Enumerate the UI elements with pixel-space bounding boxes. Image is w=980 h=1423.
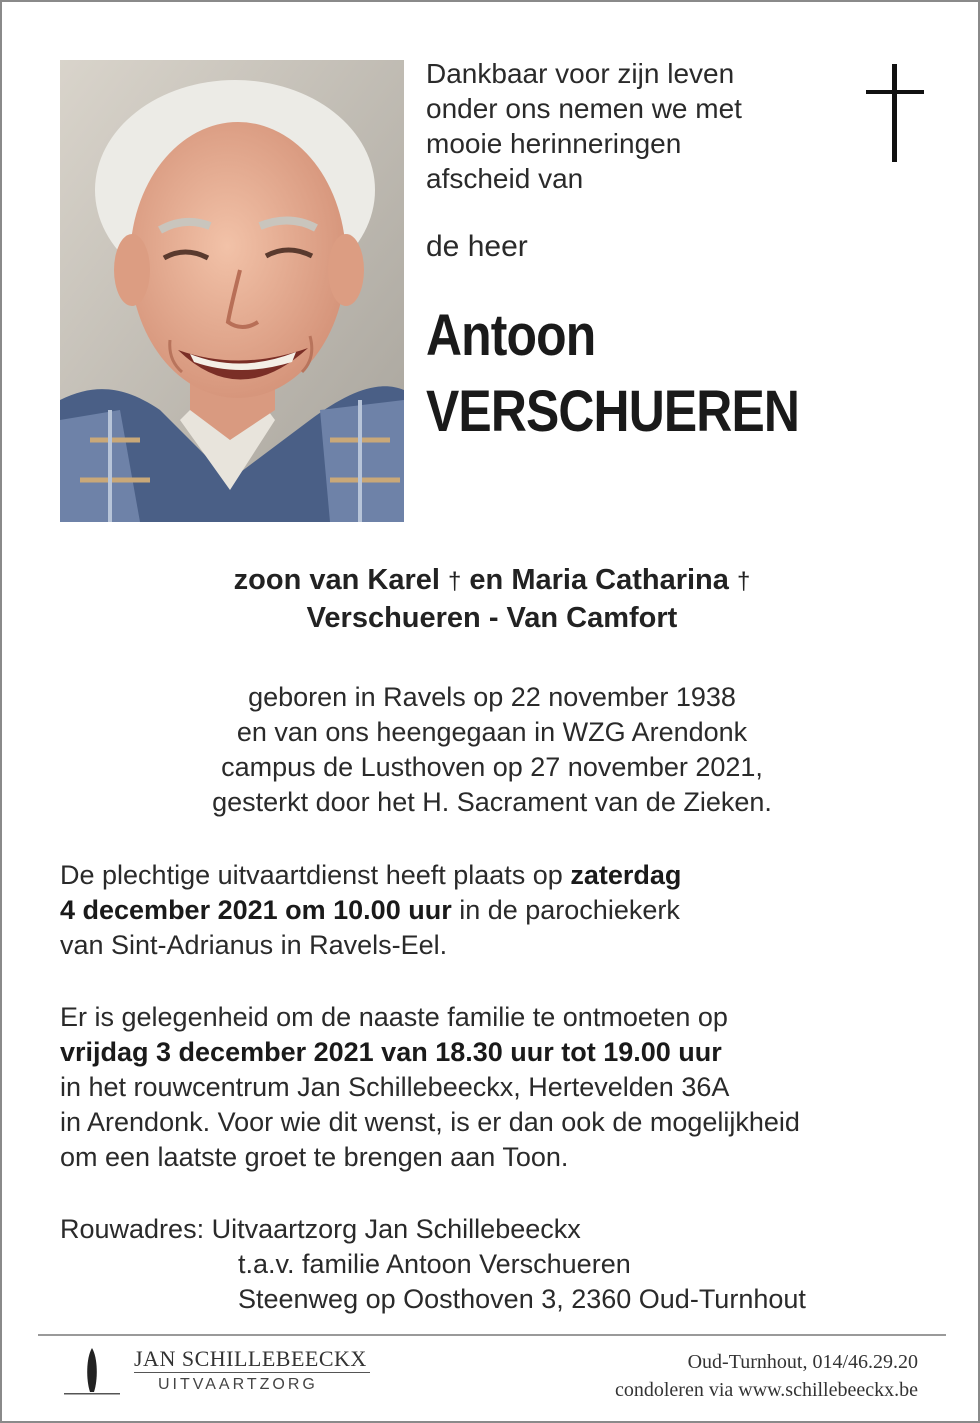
portrait-illustration (60, 60, 404, 522)
intro-line: mooie herinneringen (426, 128, 682, 159)
portrait-photo (60, 60, 404, 522)
parents-line-1 (2, 562, 980, 600)
bio-line: en van ons heengegaan in WZG Arendonk (236, 717, 748, 747)
honorific: de heer (426, 230, 528, 263)
service-text: in de parochiekerk (451, 895, 680, 925)
bio-line: gesterkt door het H. Sacrament van de Zieken. (212, 787, 772, 817)
address-line-2: t.a.v. familie Antoon Verschueren (238, 1249, 631, 1279)
deceased-first-name: Antoon (426, 303, 596, 368)
intro-line: onder ons nemen we met (426, 93, 742, 124)
visitation-line-3: in het rouwcentrum Jan Schillebeeckx, Hertevelden 36A (60, 1072, 730, 1102)
service-line-1 (60, 858, 940, 893)
visitation-datetime: vrijdag 3 december 2021 van 18.30 uur tot 19.00 uur (60, 1037, 722, 1067)
address-line-1: Rouwadres: Uitvaartzorg Jan Schillebeeckx (60, 1214, 581, 1244)
footer-contact (615, 1348, 918, 1404)
address-line-3: Steenweg op Oosthoven 3, 2360 Oud-Turnhout (238, 1284, 806, 1314)
intro-line: Dankbaar voor zijn leven (426, 58, 735, 89)
brand-divider (134, 1372, 370, 1373)
visitation-line-5: om een laatste groet te brengen aan Toon. (60, 1142, 569, 1172)
parents-father: zoon van Karel (233, 564, 440, 596)
parents-line-2: Verschueren - Van Camfort (306, 602, 678, 634)
bio-line: campus de Lusthoven op 27 november 2021, (221, 752, 763, 782)
dagger-icon: † (736, 568, 751, 595)
parents-mother: en Maria Catharina (469, 564, 729, 596)
service-day: zaterdag (570, 860, 682, 890)
funeral-home-name: JAN SCHILLEBEECKX (134, 1346, 367, 1371)
service-line-3: van Sint-Adrianus in Ravels-Eel. (60, 930, 448, 960)
footer-divider (38, 1334, 946, 1336)
contact-website[interactable]: condoleren via www.schillebeeckx.be (614, 1379, 918, 1401)
intro-text (426, 56, 846, 196)
parents-text (2, 562, 980, 637)
visitation-line-1: Er is gelegenheid om de naaste familie te ontmoeten op (60, 1002, 728, 1032)
visitation-line-4: in Arendonk. Voor wie dit wenst, is er dan ook de mogelijkheid (60, 1107, 800, 1137)
bio-text (2, 680, 980, 820)
visitation-paragraph (60, 1000, 940, 1175)
funeral-service-paragraph (60, 858, 940, 963)
dagger-icon: † (448, 568, 462, 595)
mourning-address (60, 1212, 806, 1317)
service-text: De plechtige uitvaartdienst heeft plaats op (60, 860, 571, 890)
service-datetime: 4 december 2021 om 10.00 uur (60, 895, 452, 925)
cypress-tree-icon (62, 1346, 122, 1398)
funeral-home-tagline: UITVAARTZORG (158, 1376, 318, 1393)
bio-line: geboren in Ravels op 22 november 1938 (248, 682, 736, 712)
contact-phone: Oud-Turnhout, 014/46.29.20 (687, 1351, 918, 1373)
visitation-line-2 (60, 1035, 940, 1070)
cross-icon (864, 64, 926, 162)
deceased-last-name: VERSCHUEREN (426, 379, 800, 444)
intro-line: afscheid van (426, 163, 584, 194)
service-line-2 (60, 893, 940, 928)
